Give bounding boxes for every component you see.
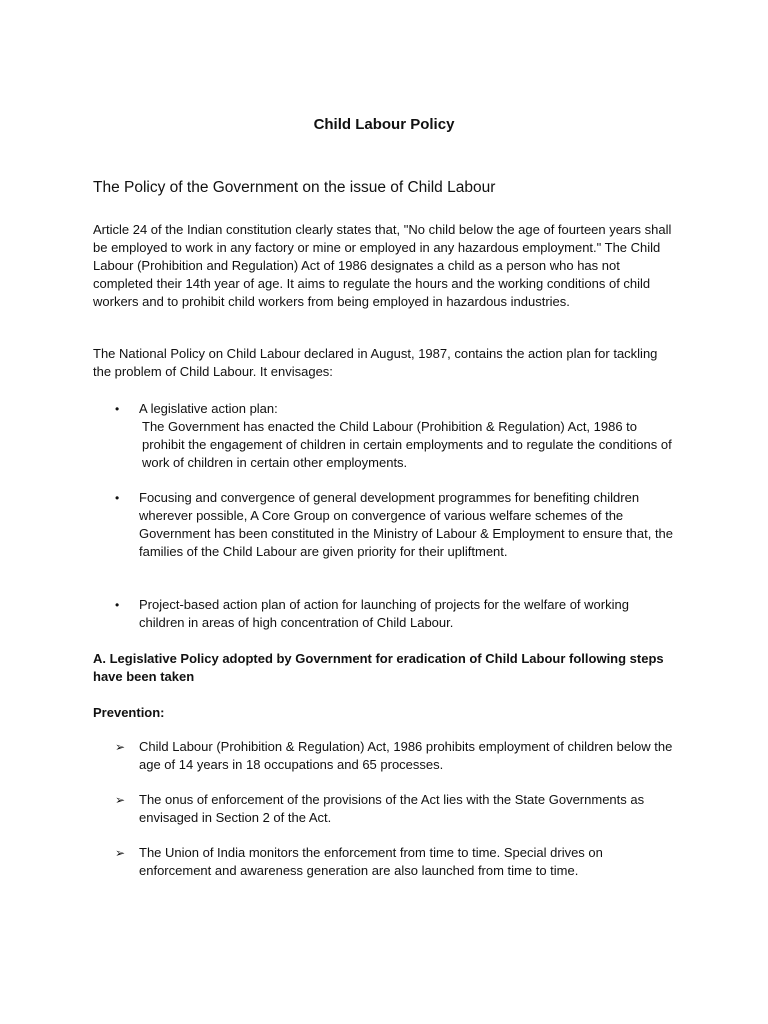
section-heading-prevention: Prevention: — [93, 705, 165, 720]
bullet-item-legislative-plan — [93, 400, 673, 472]
bullet-item-convergence — [93, 489, 673, 561]
paragraph-national-policy: The National Policy on Child Labour declared in August, 1987, contains the action plan for tackling the problem of Child Labour. It envisages: — [93, 346, 658, 379]
bullet-lead-text: A legislative action plan: — [139, 401, 278, 416]
bullet-body-text: Project-based action plan of action for launching of projects for the welfare of working children in areas of high concentration of Child Labour. — [139, 597, 629, 630]
document-title: Child Labour Policy — [313, 116, 455, 133]
bullet-icon: • — [115, 491, 120, 505]
bullet-icon: • — [115, 402, 120, 416]
paragraph-article-24: Article 24 of the Indian constitution clearly states that, "No child below the age of fourteen years shall be employed to work in any factory or mine or employed in any hazardous employment." The Child Labour (Prohibition and Regulation) Act of 1986 designates a child as a person who has not completed their 14th year of age. It aims to regulate the hours and the working conditions of child workers and to prohibit child workers from being employed in hazardous industries. — [93, 222, 672, 309]
prevention-item-act-1986 — [93, 738, 673, 774]
arrow-bullet-icon: ➢ — [115, 793, 126, 807]
bullet-item-project-based — [93, 596, 673, 632]
document-subtitle: The Policy of the Government on the issue of Child Labour — [93, 179, 496, 196]
prevention-item-text: The onus of enforcement of the provisions of the Act lies with the State Governments as envisaged in Section 2 of the Act. — [139, 792, 645, 825]
prevention-item-enforcement-onus — [93, 791, 673, 827]
bullet-body-text: Focusing and convergence of general development programmes for benefiting children wherever possible, A Core Group on convergence of various welfare schemes of the Government has been constituted in the Ministry of Labour & Employment to ensure that, the families of the Child Labour are given priority for their upliftment. — [139, 490, 674, 559]
bullet-body-text: The Government has enacted the Child Labour (Prohibition & Regulation) Act, 1986 to prohibit the engagement of children in certain employments and to regulate the conditions of work of children in certain other employments. — [142, 419, 672, 470]
arrow-bullet-icon: ➢ — [115, 846, 126, 860]
section-heading-legislative-policy: A. Legislative Policy adopted by Government for eradication of Child Labour following steps have been taken — [93, 651, 664, 684]
prevention-item-monitoring — [93, 844, 673, 880]
prevention-item-text: The Union of India monitors the enforcement from time to time. Special drives on enforcement and awareness generation are also launched from time to time. — [139, 845, 603, 878]
bullet-icon: • — [115, 598, 120, 612]
prevention-item-text: Child Labour (Prohibition & Regulation) Act, 1986 prohibits employment of children below the age of 14 years in 18 occupations and 65 processes. — [139, 739, 673, 772]
arrow-bullet-icon: ➢ — [115, 740, 126, 754]
